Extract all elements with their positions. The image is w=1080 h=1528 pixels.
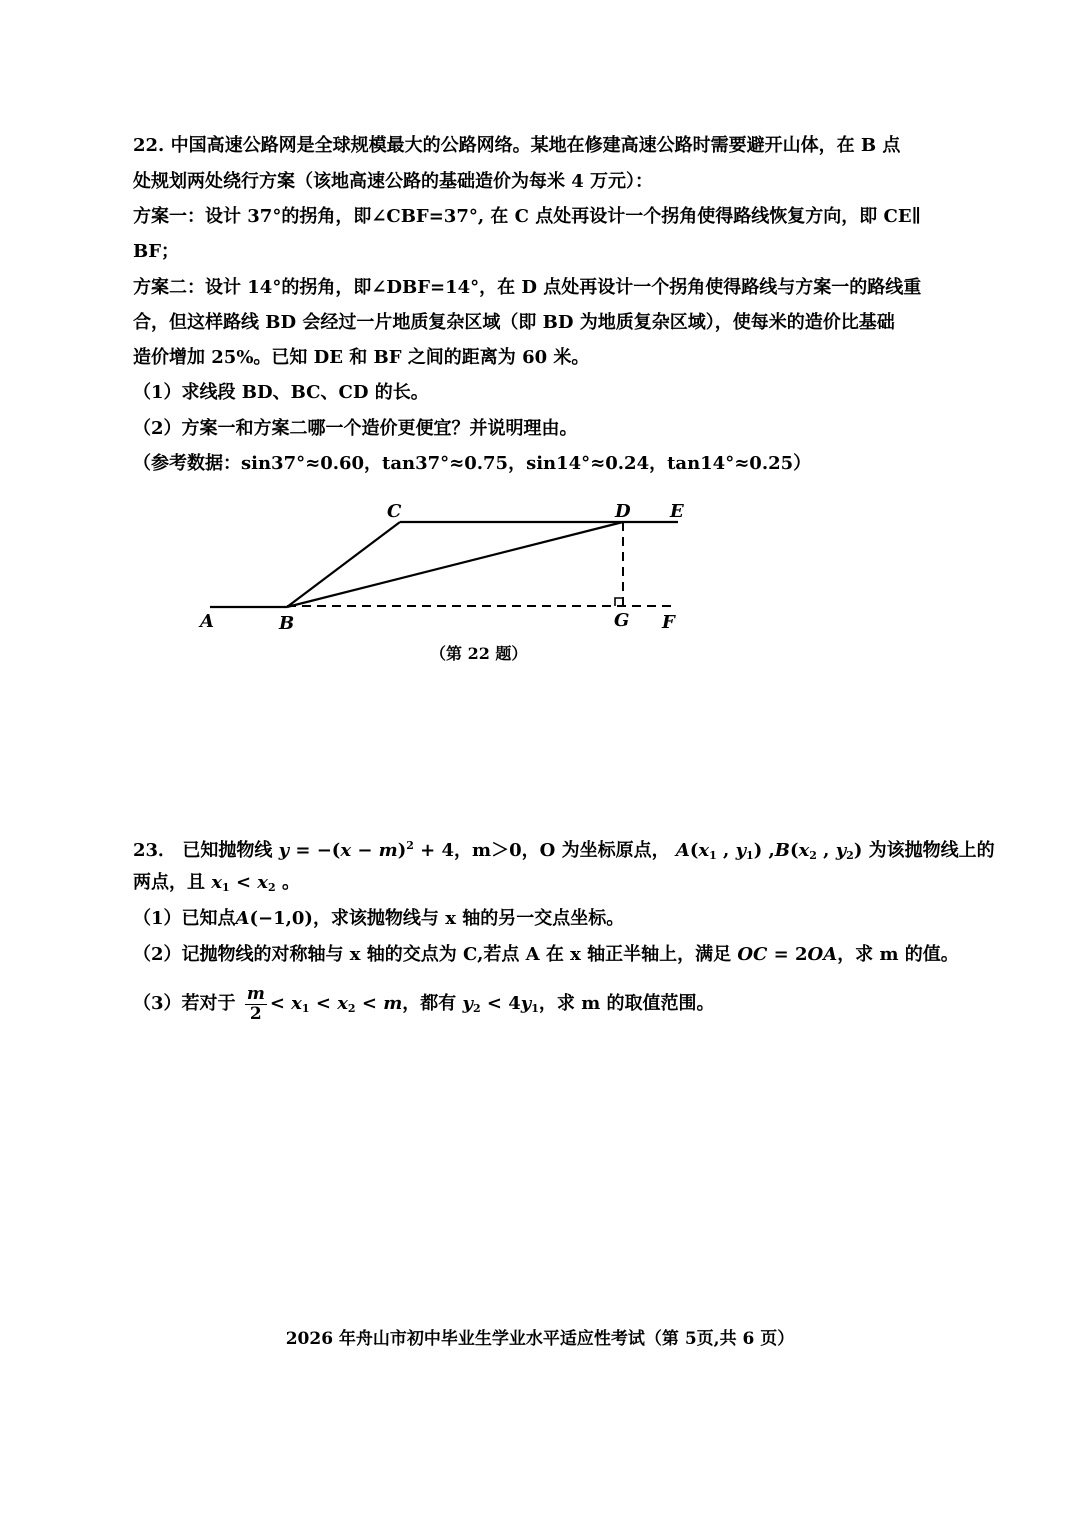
q23-line-1: [133, 834, 995, 868]
label-A: A: [200, 611, 214, 632]
q23-formula-parabola: $y = -(x - m)^2 + 4$: [278, 839, 455, 861]
q23-text-1b: ，m＞0，O 为坐标原点，: [454, 840, 670, 861]
right-angle-mark: [615, 598, 623, 606]
q22-line-4: BF；: [133, 241, 179, 262]
q22-line-1: [133, 134, 900, 158]
q23-part-3a: （3）若对于: [133, 993, 236, 1014]
q23-part-2b: ，求 m 的值。: [837, 944, 959, 965]
q23-part-1a: （1）已知点: [133, 908, 236, 929]
q23-part-1: [133, 907, 624, 931]
q22-figure-caption: （第 22 题）: [430, 644, 528, 663]
q23-part-3b: ，都有: [402, 993, 457, 1014]
label-C: C: [387, 501, 402, 522]
q23-formula-oc: OC = 2OA: [737, 944, 838, 965]
q23-part-3c: ，求 m 的取值范围。: [538, 993, 715, 1014]
q23-text-1c: 为该抛物线上的: [868, 840, 995, 861]
segment-BD: [287, 522, 623, 607]
q22-text-1: 中国高速公路网是全球规模最大的公路网络。某地在修建高速公路时需要避开山体，在 B 点: [170, 135, 901, 156]
q22-reference-data: （参考数据：sin37°≈0.60，tan37°≈0.75，sin14°≈0.24，tan14°≈0.25）: [133, 453, 812, 474]
q23-formula-range: $\frac{m}{2}$ < $x_1 < x_2 < m$: [246, 983, 403, 1024]
q23-part-2: [133, 943, 959, 967]
q22-line-3: 方案一：设计 37°的拐角，即∠CBF=37°, 在 C 点处再设计一个拐角使得路线恢复方向，即 CE∥: [133, 206, 922, 227]
q23-formula-points: $A(x_1$ , $y_1$) $,B(x_2$ , $y_2$): [675, 840, 863, 862]
q22-line-7: 造价增加 25%。已知 DE 和 BF 之间的距离为 60 米。: [133, 347, 590, 368]
q23-formula-x-order: $x_1 < x_2$ 。: [211, 872, 300, 894]
q23-text-1a: 已知抛物线: [182, 840, 273, 861]
label-G: G: [614, 610, 630, 631]
q23-number: 23．: [133, 840, 177, 861]
q23-formula-y-ineq: $y_2 < 4y_1$: [462, 993, 539, 1015]
q23-part-3: [133, 984, 715, 1029]
q23-part-2a: （2）记抛物线的对称轴与 x 轴的交点为 C,若点 A 在 x 轴正半轴上，满足: [133, 944, 732, 965]
q22-number: 22.: [133, 135, 165, 156]
q22-line-5: 方案二：设计 14°的拐角，即∠DBF=14°，在 D 点处再设计一个拐角使得路线与方案一的路线重: [133, 277, 922, 298]
label-B: B: [279, 613, 295, 634]
label-F: F: [662, 612, 675, 633]
q23-formula-point-A: A(−1,0): [235, 908, 313, 929]
q22-part-1: （1）求线段 BD、BC、CD 的长。: [133, 382, 429, 403]
label-D: D: [615, 501, 631, 522]
q22-line-2: 处规划两处绕行方案（该地高速公路的基础造价为每米 4 万元）：: [133, 171, 654, 192]
q22-line-6: 合，但这样路线 BD 会经过一片地质复杂区域（即 BD 为地质复杂区域），使每米的造价比基础: [133, 312, 895, 333]
q23-text-2a: 两点，且: [133, 872, 205, 893]
q23-part-1b: ，求该抛物线与 x 轴的另一交点坐标。: [312, 908, 625, 929]
q22-figure: [190, 495, 710, 640]
page-footer: 2026 年舟山市初中毕业生学业水平适应性考试（第 5页,共 6 页）: [285, 1329, 795, 1349]
q23-line-2: [133, 871, 300, 900]
q22-part-2: （2）方案一和方案二哪一个造价更便宜？并说明理由。: [133, 418, 578, 439]
segment-BC: [287, 522, 400, 607]
label-E: E: [670, 501, 684, 522]
